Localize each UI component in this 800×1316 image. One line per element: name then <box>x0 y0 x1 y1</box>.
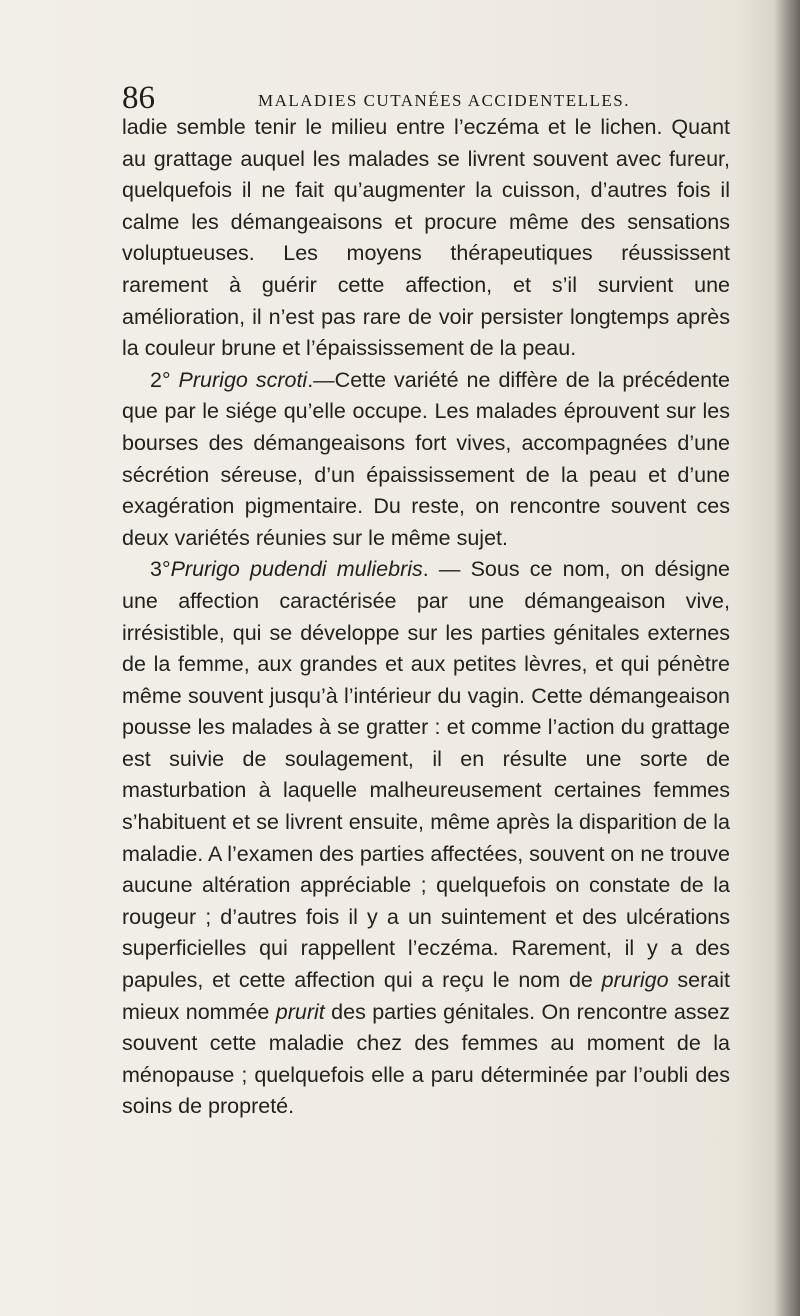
running-head: MALADIES CUTANÉES ACCIDENTELLES. <box>258 91 630 110</box>
paragraph-2-number: 2° <box>150 367 171 392</box>
paragraph-3-term: Prurigo pudendi muliebris <box>170 557 423 582</box>
paragraph-2 <box>122 365 730 555</box>
page-edge-shadow <box>774 0 800 1316</box>
page-number: 86 <box>122 80 155 116</box>
paragraph-3-number: 3° <box>150 557 171 582</box>
paragraph-3-term-prurigo: prurigo <box>601 968 669 993</box>
body-text <box>122 112 730 1123</box>
paragraph-2-text: .—Cette variété ne diffère de la précédente que par le siége qu’elle occupe. Les malades éprouvent sur les bourses des démangeaisons fort vives, accompagnées d’une sécrétion séreuse, d’un épaississement de la peau et d’une exagération pigmentaire. Du reste, on rencontre souvent ces deux variétés réunies sur le même sujet. <box>122 367 730 550</box>
paragraph-3-text-2: serait mieux nommée <box>122 968 730 1024</box>
paragraph-3-term-prurit: prurit <box>275 999 325 1024</box>
paragraph-3-text: . — Sous ce nom, on désigne une affection caractérisée par une démangeaison vive, irrésistible, qui se développe sur les parties génitales externes de la femme, aux grandes et aux petites lèvres, et qui pénètre même souvent jusqu’à l’intérieur du vagin. Cette démangeaison pousse les malades à se gratter : et comme l’action du grattage est suivie de soulagement, il en résulte une sorte de masturbation à laquelle malheureusement certaines femmes s’habituent et se livrent ensuite, même après la disparition de la maladie. A l’examen des parties affectées, souvent on ne trouve aucune altération appréciable ; quelquefois on constate de la rougeur ; d’autres fois il y a un suintement et des ulcérations superficielles qui rappellent l’eczéma. Rarement, il y a des papules, et cette affection qui a reçu le nom de <box>122 557 731 993</box>
paragraph-3-text-3: des parties génitales. On rencontre assez souvent cette maladie chez des femmes au moment de la ménopause ; quelquefois elle a paru déterminée par l’oubli des soins de propreté. <box>122 999 730 1119</box>
paragraph-3 <box>122 554 730 1123</box>
paragraph-1-text: ladie semble tenir le milieu entre l’eczéma et le lichen. Quant au grattage auquel les malades se livrent souvent avec fureur, quelquefois il ne fait qu’augmenter la cuisson, d’autres fois il calme les démangeaisons et procure même des sensations voluptueuses. Les moyens thérapeutiques réussissent rarement à guérir cette affection, et s’il survient une amélioration, il n’est pas rare de voir persister longtemps après la couleur brune et l’épaississement de la peau. <box>122 115 730 361</box>
paragraph-2-term: Prurigo scroti <box>178 367 308 392</box>
paragraph-1 <box>122 112 730 365</box>
